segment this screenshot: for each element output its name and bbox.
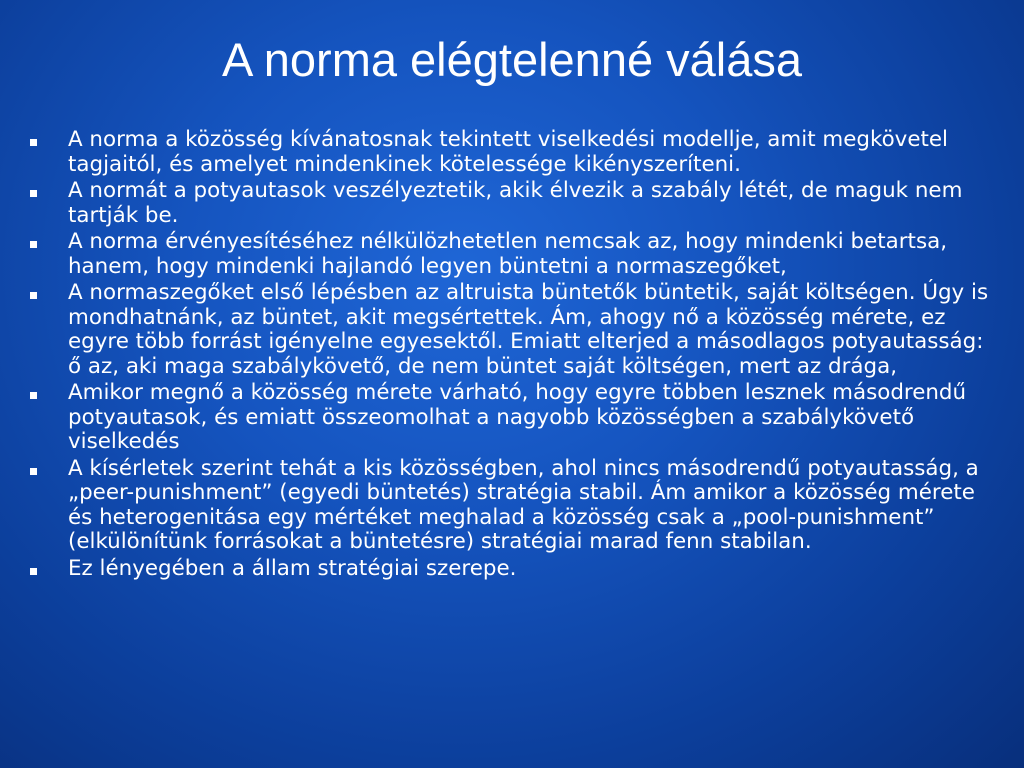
bullet-text: A norma érvényesítéséhez nélkülözhetetlen nemcsak az, hogy mindenki betartsa, hanem, hogy mindenki hajlandó legyen büntetni a normaszegőket, xyxy=(68,229,947,279)
square-bullet-icon xyxy=(30,392,37,399)
bullet-text: Amikor megnő a közösség mérete várható, hogy egyre többen lesznek másodrendű potyautasok, és emiatt összeomolhat a nagyobb közösségben a szabálykövető viselkedés xyxy=(68,380,967,454)
bullet-item xyxy=(30,230,1000,279)
bullet-text: Ez lényegében a állam stratégiai szerepe. xyxy=(68,555,517,581)
bullet-list xyxy=(30,128,1000,583)
bullet-item xyxy=(30,457,1000,555)
slide-title: A norma elégtelenné válása xyxy=(221,33,803,86)
bullet-text: A kísérletek szerint tehát a kis közösségben, ahol nincs másodrendű potyautasság, a „peer-punishment” (egyedi büntetés) stratégia stabil. Ám amikor a közösség mérete és heterogenitása egy mértéket meghalad a közösség csak a „pool-punishment” (elkülönítünk forrásokat a büntetésre) stratégiai marad fenn stabilan. xyxy=(68,455,979,554)
square-bullet-icon xyxy=(30,190,37,197)
bullet-text: A normát a potyautasok veszélyeztetik, akik élvezik a szabály létét, de maguk nem tartják be. xyxy=(68,178,963,228)
bullet-item xyxy=(30,557,1000,582)
square-bullet-icon xyxy=(30,568,37,575)
bullet-item xyxy=(30,381,1000,455)
square-bullet-icon xyxy=(30,292,37,299)
square-bullet-icon xyxy=(30,468,37,475)
bullet-item xyxy=(30,128,1000,177)
bullet-text: A normaszegőket első lépésben az altruista büntetők büntetik, saját költségen. Úgy is mondhatnánk, az büntet, akit megsértettek. Ám, ahogy nő a közösség mérete, ez egyre több forrást igényelne egyesektől. Emiatt elterjed a másodlagos potyautasság: ő az, aki maga szabálykövető, de nem büntet saját költségen, mert az drága, xyxy=(68,280,989,379)
square-bullet-icon xyxy=(30,241,37,248)
bullet-item xyxy=(30,281,1000,379)
square-bullet-icon xyxy=(30,139,37,146)
bullet-text: A norma a közösség kívánatosnak tekintett viselkedési modellje, amit megkövetel tagjaitól, és amelyet mindenkinek kötelessége kikényszeríteni. xyxy=(68,127,948,177)
bullet-item xyxy=(30,179,1000,228)
